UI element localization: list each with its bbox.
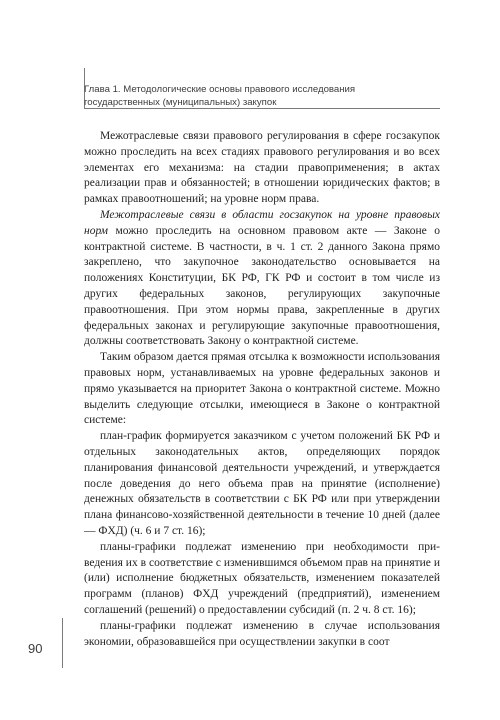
paragraph-1: Межотраслевые связи правового регулирования в сфере госзакупок можно проследить на всех стадиях правового регулирования и во всех элементах его механизма: на стадии правоприменения; в актах реализации прав и обязанностей; в отношении юридических фактов; в рамках правоотношений; на уровне норм права. bbox=[84, 130, 440, 206]
header-rule bbox=[84, 108, 440, 109]
paragraph-2 bbox=[84, 208, 440, 350]
paragraph-2-italic-lead: Межотраслевые связи в области госзакупок на уровне правовых норм bbox=[84, 208, 440, 237]
paragraph-6: планы-графики подлежат изменению в случае использования экономии, образовавшейся при осуществлении закупки в соот bbox=[84, 619, 440, 648]
paragraph-4: план-график формируется заказчиком с учетом положений БК РФ и отдельных законодательных актов, определяющих порядок планирования финансовой деятельности учреждений, и утверждается после доведения до него объема прав на принятие (исполнение) денежных обязательств в соответствии с БК РФ или при утверждении плана финансово-хозяйственной деятельности в течение 10 дней (далее — ФХД) (ч. 6 и 7 ст. 16); bbox=[84, 430, 440, 537]
paragraph-5: планы-графики подлежат изменению при необходимости приведения их в соответствие с изменившимся объемом прав на принятие и (или) исполнение бюджетных обязательств, изменением показателей программ (планов) ФХД учреждений (предприятий), изменением соглашений (решений) о предоставлении субсидий (п. 2 ч. 8 ст. 16); bbox=[84, 540, 440, 616]
body-text bbox=[84, 129, 440, 650]
page-number: 90 bbox=[28, 641, 43, 656]
page-number-rule bbox=[62, 618, 63, 668]
paragraph-3: Таким образом дается прямая отсылка к возможности использования правовых норм, устанавливаемых на уровне федеральных законов и прямо указывается на приоритет Закона о контрактной системе. Можно выделить следующие отсылки, имеющиеся в Законе о контрактной системе: bbox=[84, 351, 440, 427]
paragraph-2-rest: можно проследить на основном правовом акте — Законе о контрактной системе. В частности, в ч. 1 ст. 2 данного Закона прямо закреплено, что закупочное законодательство основывается на положениях Конституции, БК РФ, ГК РФ и состоит в том числе из других федеральных законов, регулирующих закупочные правоотношения. При этом нормы права, закрепленные в других федеральных законах и регулирующие закупочные правоотношения, должны соответствовать Закону о контрактной системе. bbox=[84, 224, 440, 348]
running-head: Глава 1. Методологические основы правового исследования государственных (муниципальных) закупок bbox=[84, 84, 356, 108]
